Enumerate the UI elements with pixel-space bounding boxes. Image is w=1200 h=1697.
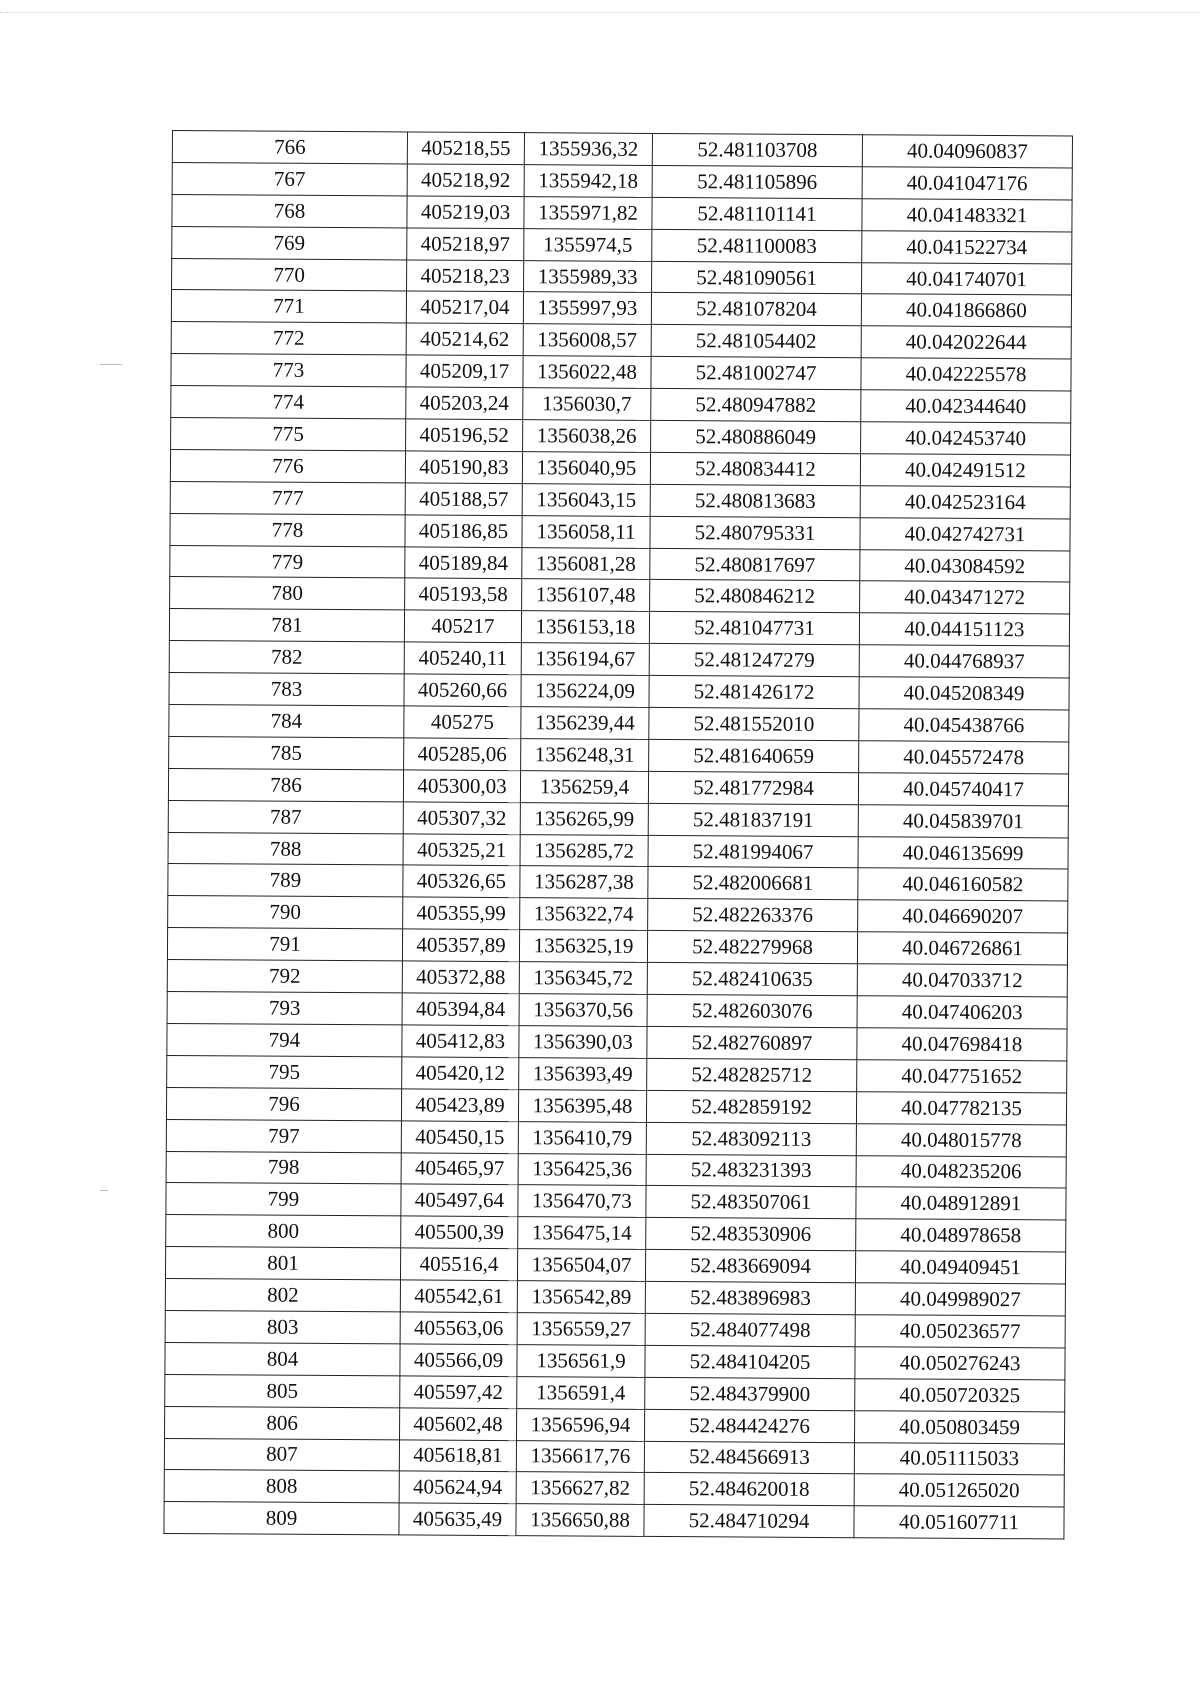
latitude-cell: 52.481552010	[649, 707, 859, 740]
x-coordinate-cell: 405542,61	[400, 1280, 517, 1313]
latitude-cell: 52.481640659	[649, 739, 859, 772]
y-coordinate-cell: 1356081,28	[522, 547, 650, 580]
x-coordinate-cell: 405325,21	[403, 834, 520, 867]
x-coordinate-cell: 405219,03	[407, 196, 524, 229]
longitude-cell: 40.042225578	[861, 358, 1071, 391]
y-coordinate-cell: 1356040,95	[522, 452, 650, 485]
y-coordinate-cell: 1356325,19	[519, 930, 647, 963]
x-coordinate-cell: 405500,39	[401, 1216, 518, 1249]
y-coordinate-cell: 1356194,67	[521, 643, 649, 676]
latitude-cell: 52.481090561	[652, 261, 862, 294]
x-coordinate-cell: 405465,97	[401, 1152, 518, 1185]
latitude-cell: 52.480795331	[650, 516, 860, 549]
coordinates-table	[163, 130, 1073, 1540]
longitude-cell: 40.046135699	[858, 836, 1068, 869]
y-coordinate-cell: 1356259,4	[520, 770, 648, 803]
latitude-cell: 52.482410635	[647, 963, 857, 996]
longitude-cell: 40.042344640	[861, 390, 1071, 423]
longitude-cell: 40.045438766	[859, 709, 1069, 742]
latitude-cell: 52.480834412	[650, 452, 860, 485]
latitude-cell: 52.484379900	[645, 1377, 855, 1410]
latitude-cell: 52.483896983	[645, 1281, 855, 1314]
latitude-cell: 52.481837191	[648, 803, 858, 836]
x-coordinate-cell: 405217	[404, 610, 521, 643]
longitude-cell: 40.045740417	[858, 773, 1068, 806]
latitude-cell: 52.481103708	[652, 133, 862, 166]
point-number-cell: 807	[164, 1438, 399, 1471]
y-coordinate-cell: 1356239,44	[521, 707, 649, 740]
y-coordinate-cell: 1356107,48	[522, 579, 650, 612]
longitude-cell: 40.047782135	[856, 1091, 1066, 1124]
longitude-cell: 40.051265020	[854, 1474, 1064, 1507]
point-number-cell: 803	[165, 1310, 400, 1343]
y-coordinate-cell: 1356410,79	[518, 1121, 646, 1154]
y-coordinate-cell: 1356030,7	[523, 388, 651, 421]
x-coordinate-cell: 405218,55	[407, 132, 524, 165]
y-coordinate-cell: 1356043,15	[522, 483, 650, 516]
y-coordinate-cell: 1356058,11	[522, 515, 650, 548]
y-coordinate-cell: 1356425,36	[518, 1153, 646, 1186]
x-coordinate-cell: 405188,57	[405, 483, 522, 516]
longitude-cell: 40.050276243	[855, 1347, 1065, 1380]
point-number-cell: 804	[165, 1342, 400, 1375]
longitude-cell: 40.050236577	[855, 1315, 1065, 1348]
point-number-cell: 779	[170, 545, 405, 578]
latitude-cell: 52.480886049	[651, 420, 861, 453]
point-number-cell: 796	[166, 1087, 401, 1120]
latitude-cell: 52.480817697	[650, 548, 860, 581]
longitude-cell: 40.048912891	[856, 1187, 1066, 1220]
point-number-cell: 784	[169, 705, 404, 738]
point-number-cell: 780	[170, 577, 405, 610]
point-number-cell: 799	[166, 1183, 401, 1216]
point-number-cell: 791	[167, 928, 402, 961]
longitude-cell: 40.045572478	[859, 741, 1069, 774]
y-coordinate-cell: 1356224,09	[521, 675, 649, 708]
y-coordinate-cell: 1356370,56	[519, 994, 647, 1027]
longitude-cell: 40.044768937	[859, 645, 1069, 678]
point-number-cell: 771	[171, 290, 406, 323]
longitude-cell: 40.047033712	[857, 964, 1067, 997]
point-number-cell: 809	[164, 1502, 399, 1535]
y-coordinate-cell: 1355974,5	[524, 228, 652, 261]
x-coordinate-cell: 405597,42	[400, 1376, 517, 1409]
point-number-cell: 786	[168, 768, 403, 801]
x-coordinate-cell: 405275	[404, 706, 521, 739]
latitude-cell: 52.483669094	[645, 1250, 855, 1283]
longitude-cell: 40.048978658	[856, 1219, 1066, 1252]
longitude-cell: 40.041740701	[862, 262, 1072, 295]
x-coordinate-cell: 405624,94	[399, 1471, 516, 1504]
point-number-cell: 768	[172, 194, 407, 227]
latitude-cell: 52.482760897	[647, 1026, 857, 1059]
y-coordinate-cell: 1356265,99	[520, 802, 648, 835]
y-coordinate-cell: 1356393,49	[519, 1057, 647, 1090]
longitude-cell: 40.041522734	[862, 230, 1072, 263]
point-number-cell: 794	[167, 1023, 402, 1056]
latitude-cell: 52.481047731	[649, 612, 859, 645]
y-coordinate-cell: 1356022,48	[523, 356, 651, 389]
x-coordinate-cell: 405307,32	[403, 802, 520, 835]
x-coordinate-cell: 405300,03	[403, 770, 520, 803]
longitude-cell: 40.049989027	[855, 1283, 1065, 1316]
y-coordinate-cell: 1356390,03	[519, 1026, 647, 1059]
latitude-cell: 52.481054402	[651, 325, 861, 358]
x-coordinate-cell: 405412,83	[402, 1025, 519, 1058]
y-coordinate-cell: 1356591,4	[517, 1376, 645, 1409]
point-number-cell: 778	[170, 513, 405, 546]
longitude-cell: 40.046690207	[858, 900, 1068, 933]
latitude-cell: 52.483231393	[646, 1154, 856, 1187]
x-coordinate-cell: 405217,04	[406, 291, 523, 324]
point-number-cell: 782	[169, 641, 404, 674]
y-coordinate-cell: 1356627,82	[516, 1472, 644, 1505]
longitude-cell: 40.050720325	[855, 1378, 1065, 1411]
x-coordinate-cell: 405355,99	[403, 897, 520, 930]
longitude-cell: 40.051607711	[854, 1506, 1064, 1539]
latitude-cell: 52.484077498	[645, 1313, 855, 1346]
longitude-cell: 40.042022644	[861, 326, 1071, 359]
longitude-cell: 40.041483321	[862, 198, 1072, 231]
margin-mark	[100, 1190, 108, 1191]
latitude-cell: 52.481078204	[651, 293, 861, 326]
point-number-cell: 788	[168, 832, 403, 865]
y-coordinate-cell: 1356617,76	[516, 1440, 644, 1473]
y-coordinate-cell: 1356504,07	[517, 1249, 645, 1282]
longitude-cell: 40.051115033	[854, 1442, 1064, 1475]
latitude-cell: 52.480846212	[650, 580, 860, 613]
point-number-cell: 802	[165, 1279, 400, 1312]
x-coordinate-cell: 405372,88	[402, 961, 519, 994]
x-coordinate-cell: 405196,52	[406, 419, 523, 452]
longitude-cell: 40.041866860	[861, 294, 1071, 327]
longitude-cell: 40.048235206	[856, 1155, 1066, 1188]
longitude-cell: 40.042742731	[860, 517, 1070, 550]
longitude-cell: 40.042491512	[860, 454, 1070, 487]
longitude-cell: 40.047406203	[857, 996, 1067, 1029]
latitude-cell: 52.484424276	[645, 1409, 855, 1442]
x-coordinate-cell: 405450,15	[401, 1121, 518, 1154]
x-coordinate-cell: 405218,97	[407, 228, 524, 261]
point-number-cell: 789	[168, 864, 403, 897]
point-number-cell: 781	[169, 609, 404, 642]
x-coordinate-cell: 405326,65	[403, 865, 520, 898]
x-coordinate-cell: 405189,84	[405, 547, 522, 580]
margin-mark	[100, 364, 122, 365]
point-number-cell: 787	[168, 800, 403, 833]
latitude-cell: 52.481100083	[652, 229, 862, 262]
latitude-cell: 52.483507061	[646, 1186, 856, 1219]
y-coordinate-cell: 1356475,14	[518, 1217, 646, 1250]
latitude-cell: 52.480947882	[651, 389, 861, 422]
x-coordinate-cell: 405563,06	[400, 1312, 517, 1345]
x-coordinate-cell: 405214,62	[406, 323, 523, 356]
scan-top-edge	[0, 12, 1200, 13]
point-number-cell: 801	[165, 1247, 400, 1280]
x-coordinate-cell: 405618,81	[399, 1439, 516, 1472]
y-coordinate-cell: 1356470,73	[518, 1185, 646, 1218]
x-coordinate-cell: 405420,12	[402, 1057, 519, 1090]
point-number-cell: 777	[170, 481, 405, 514]
y-coordinate-cell: 1356248,31	[521, 739, 649, 772]
latitude-cell: 52.483092113	[646, 1122, 856, 1155]
longitude-cell: 40.046726861	[857, 932, 1067, 965]
y-coordinate-cell: 1356285,72	[520, 834, 648, 867]
coordinates-table-body	[164, 131, 1073, 1540]
point-number-cell: 775	[171, 418, 406, 451]
x-coordinate-cell: 405566,09	[400, 1344, 517, 1377]
longitude-cell: 40.043084592	[860, 549, 1070, 582]
point-number-cell: 769	[172, 226, 407, 259]
point-number-cell: 772	[171, 322, 406, 355]
longitude-cell: 40.045208349	[859, 677, 1069, 710]
latitude-cell: 52.481101141	[652, 197, 862, 230]
y-coordinate-cell: 1355971,82	[524, 196, 652, 229]
x-coordinate-cell: 405203,24	[406, 387, 523, 420]
latitude-cell: 52.481994067	[648, 835, 858, 868]
x-coordinate-cell: 405209,17	[406, 355, 523, 388]
longitude-cell: 40.042453740	[861, 422, 1071, 455]
latitude-cell: 52.482825712	[647, 1058, 857, 1091]
point-number-cell: 783	[169, 673, 404, 706]
x-coordinate-cell: 405260,66	[404, 674, 521, 707]
latitude-cell: 52.482279968	[647, 931, 857, 964]
point-number-cell: 806	[165, 1406, 400, 1439]
y-coordinate-cell: 1356650,88	[516, 1504, 644, 1537]
longitude-cell: 40.042523164	[860, 486, 1070, 519]
longitude-cell: 40.050803459	[854, 1410, 1064, 1443]
latitude-cell: 52.483530906	[646, 1218, 856, 1251]
longitude-cell: 40.046160582	[858, 868, 1068, 901]
latitude-cell: 52.481002747	[651, 357, 861, 390]
longitude-cell: 40.040960837	[862, 135, 1072, 168]
point-number-cell: 797	[166, 1119, 401, 1152]
point-number-cell: 793	[167, 992, 402, 1025]
y-coordinate-cell: 1356287,38	[520, 866, 648, 899]
point-number-cell: 795	[167, 1055, 402, 1088]
y-coordinate-cell: 1356322,74	[520, 898, 648, 931]
latitude-cell: 52.484710294	[644, 1505, 854, 1538]
point-number-cell: 805	[165, 1374, 400, 1407]
y-coordinate-cell: 1355942,18	[524, 165, 652, 198]
latitude-cell: 52.481772984	[648, 771, 858, 804]
x-coordinate-cell: 405394,84	[402, 993, 519, 1026]
longitude-cell: 40.048015778	[856, 1123, 1066, 1156]
x-coordinate-cell: 405357,89	[402, 929, 519, 962]
y-coordinate-cell: 1356596,94	[517, 1408, 645, 1441]
latitude-cell: 52.481247279	[649, 644, 859, 677]
x-coordinate-cell: 405497,64	[401, 1184, 518, 1217]
x-coordinate-cell: 405516,4	[400, 1248, 517, 1281]
longitude-cell: 40.043471272	[860, 581, 1070, 614]
latitude-cell: 52.481426172	[649, 676, 859, 709]
x-coordinate-cell: 405635,49	[399, 1503, 516, 1536]
point-number-cell: 774	[171, 386, 406, 419]
y-coordinate-cell: 1356542,89	[517, 1281, 645, 1314]
table-row	[164, 1502, 1064, 1539]
point-number-cell: 773	[171, 354, 406, 387]
point-number-cell: 766	[172, 131, 407, 164]
point-number-cell: 776	[170, 449, 405, 482]
latitude-cell: 52.482006681	[648, 867, 858, 900]
point-number-cell: 808	[164, 1470, 399, 1503]
x-coordinate-cell: 405602,48	[400, 1408, 517, 1441]
latitude-cell: 52.482603076	[647, 994, 857, 1027]
longitude-cell: 40.047698418	[857, 1028, 1067, 1061]
longitude-cell: 40.045839701	[858, 804, 1068, 837]
y-coordinate-cell: 1356395,48	[518, 1089, 646, 1122]
point-number-cell: 785	[169, 736, 404, 769]
point-number-cell: 770	[172, 258, 407, 291]
y-coordinate-cell: 1355997,93	[523, 292, 651, 325]
y-coordinate-cell: 1356559,27	[517, 1313, 645, 1346]
y-coordinate-cell: 1356345,72	[519, 962, 647, 995]
latitude-cell: 52.484566913	[644, 1441, 854, 1474]
x-coordinate-cell: 405240,11	[404, 642, 521, 675]
latitude-cell: 52.480813683	[650, 484, 860, 517]
x-coordinate-cell: 405186,85	[405, 515, 522, 548]
longitude-cell: 40.047751652	[857, 1060, 1067, 1093]
latitude-cell: 52.484620018	[644, 1473, 854, 1506]
y-coordinate-cell: 1356561,9	[517, 1344, 645, 1377]
longitude-cell: 40.044151123	[859, 613, 1069, 646]
y-coordinate-cell: 1355989,33	[524, 260, 652, 293]
x-coordinate-cell: 405190,83	[405, 451, 522, 484]
y-coordinate-cell: 1356008,57	[523, 324, 651, 357]
point-number-cell: 792	[167, 960, 402, 993]
x-coordinate-cell: 405193,58	[405, 578, 522, 611]
latitude-cell: 52.482859192	[646, 1090, 856, 1123]
y-coordinate-cell: 1356153,18	[521, 611, 649, 644]
latitude-cell: 52.481105896	[652, 165, 862, 198]
point-number-cell: 800	[166, 1215, 401, 1248]
y-coordinate-cell: 1355936,32	[524, 133, 652, 166]
latitude-cell: 52.484104205	[645, 1345, 855, 1378]
longitude-cell: 40.041047176	[862, 167, 1072, 200]
x-coordinate-cell: 405285,06	[404, 738, 521, 771]
point-number-cell: 790	[168, 896, 403, 929]
x-coordinate-cell: 405218,92	[407, 164, 524, 197]
x-coordinate-cell: 405218,23	[407, 259, 524, 292]
x-coordinate-cell: 405423,89	[401, 1089, 518, 1122]
longitude-cell: 40.049409451	[855, 1251, 1065, 1284]
point-number-cell: 767	[172, 162, 407, 195]
point-number-cell: 798	[166, 1151, 401, 1184]
y-coordinate-cell: 1356038,26	[523, 420, 651, 453]
latitude-cell: 52.482263376	[648, 899, 858, 932]
